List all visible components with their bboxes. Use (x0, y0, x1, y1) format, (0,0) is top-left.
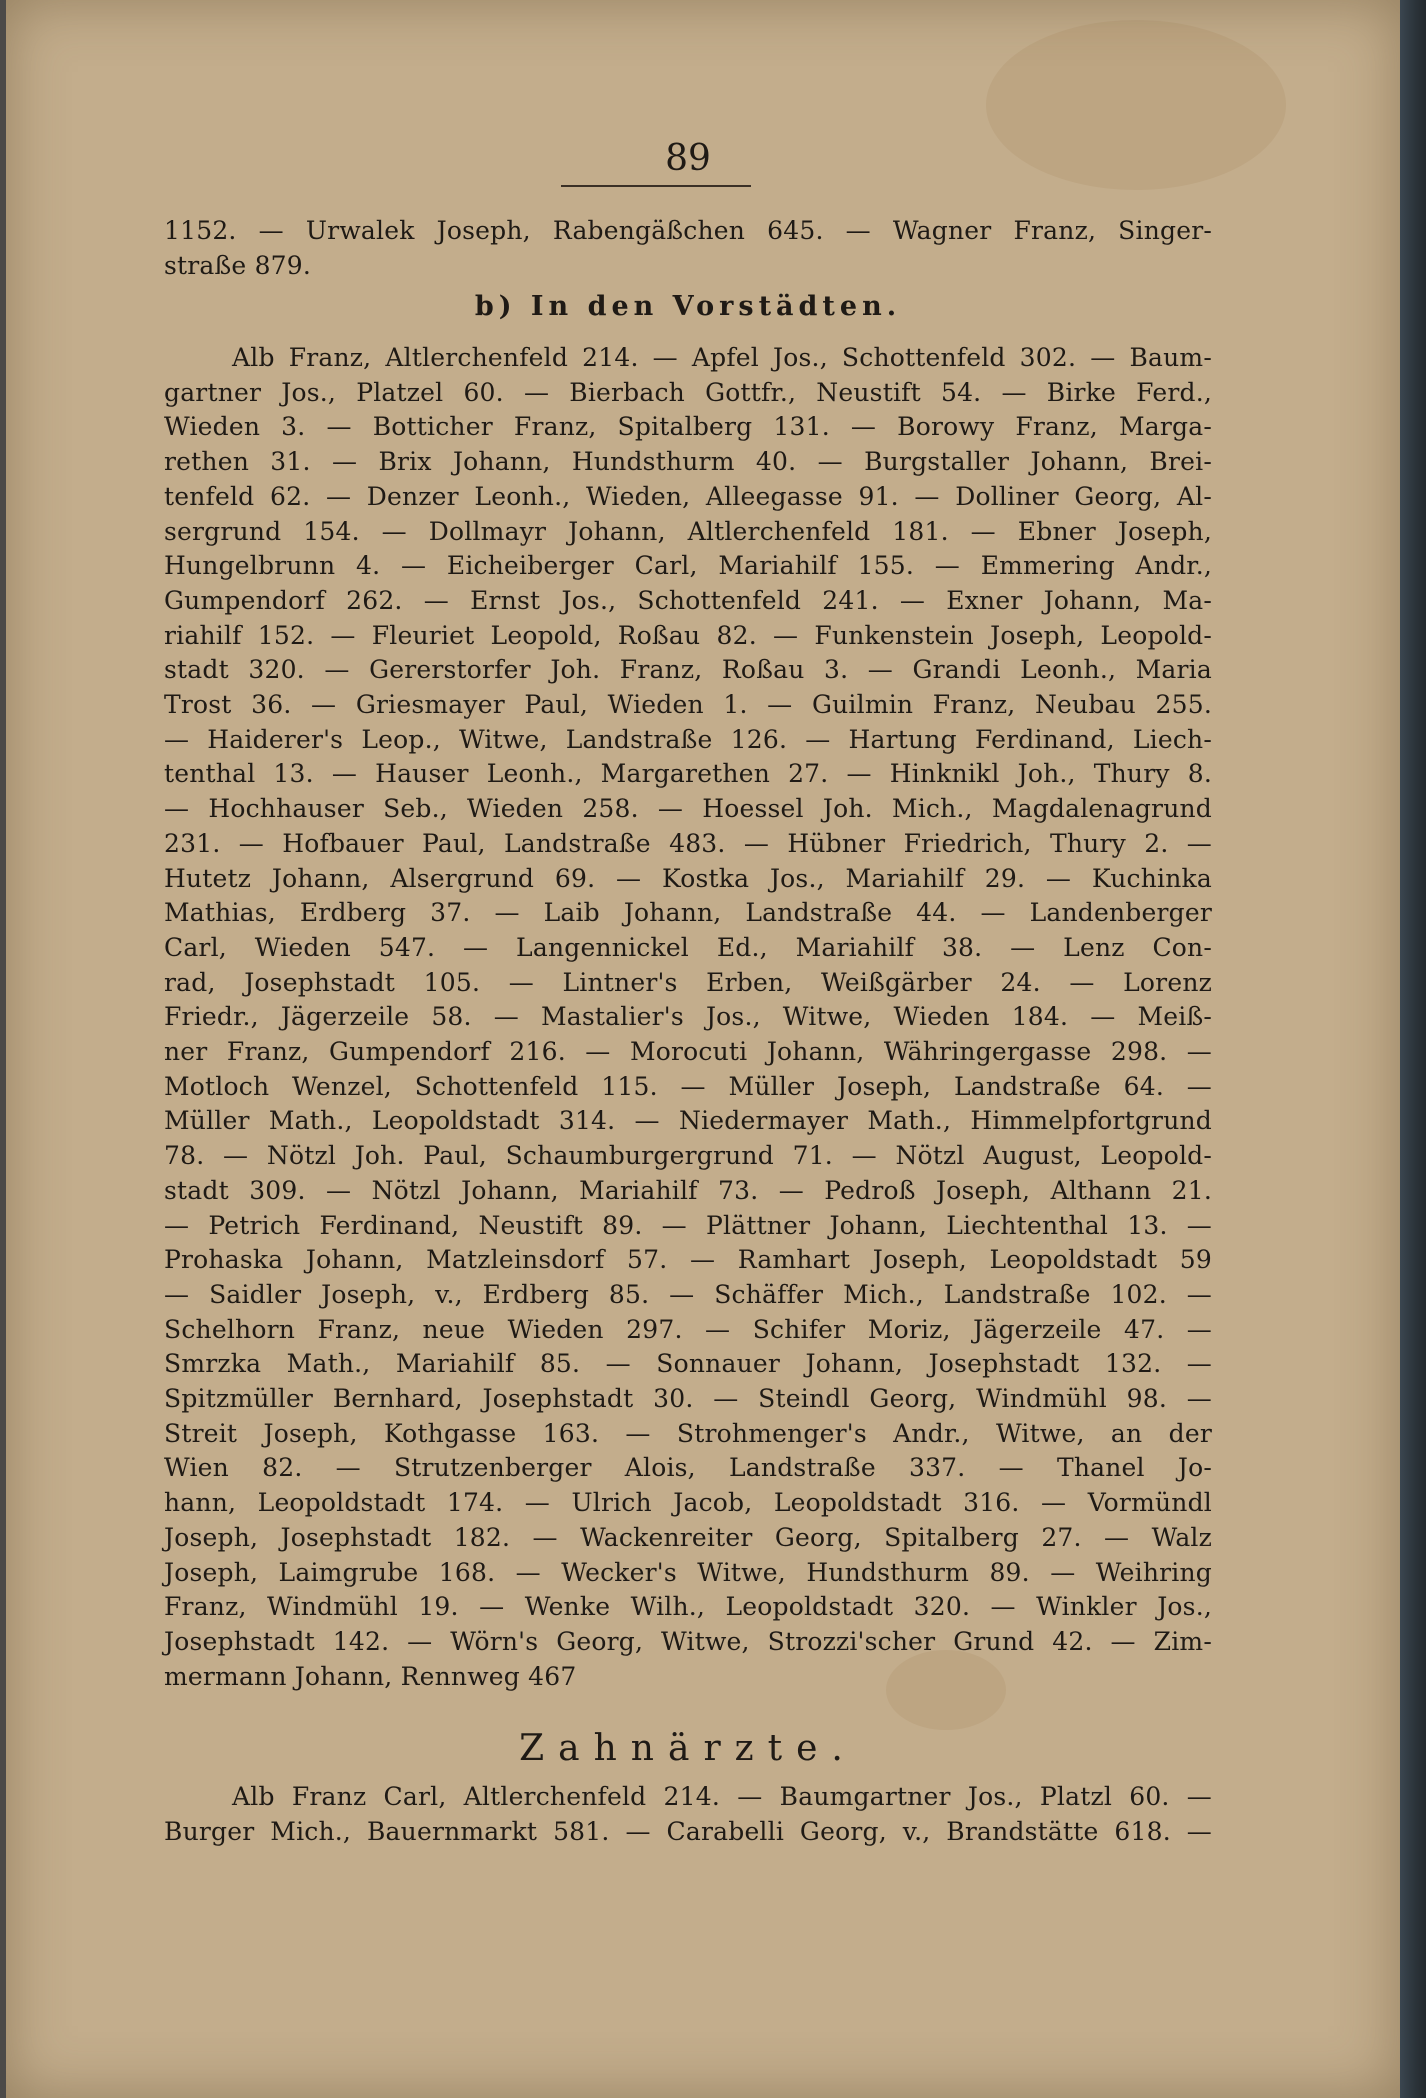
text-line: rethen 31. — Brix Johann, Hundsthurm 40. — Burgstaller Johann, Brei- (164, 447, 1212, 476)
text-line: sergrund 154. — Dollmayr Johann, Altlerchenfeld 181. — Ebner Joseph, (164, 517, 1212, 546)
header-rule (561, 185, 751, 187)
text-line: stadt 320. — Gererstorfer Joh. Franz, Roßau 3. — Grandi Leonh., Maria (164, 655, 1212, 684)
text-line: Trost 36. — Griesmayer Paul, Wieden 1. — Guilmin Franz, Neubau 255. (164, 690, 1212, 719)
text-line: — Hochhauser Seb., Wieden 258. — Hoessel Joh. Mich., Magdalenagrund (164, 794, 1212, 823)
text-line: Motloch Wenzel, Schottenfeld 115. — Müller Joseph, Landstraße 64. — (164, 1072, 1212, 1101)
text-line: tenthal 13. — Hauser Leonh., Margarethen 27. — Hinknikl Joh., Thury 8. (164, 759, 1212, 788)
text-line: Franz, Windmühl 19. — Wenke Wilh., Leopoldstadt 320. — Winkler Jos., (164, 1592, 1212, 1621)
text-line: rad, Josephstadt 105. — Lintner's Erben, Weißgärber 24. — Lorenz (164, 968, 1212, 997)
text-line: Carl, Wieden 547. — Langennickel Ed., Mariahilf 38. — Lenz Con- (164, 933, 1212, 962)
text-line: Alb Franz, Altlerchenfeld 214. — Apfel Jos., Schottenfeld 302. — Baum- (232, 343, 1212, 372)
text-line: Friedr., Jägerzeile 58. — Mastalier's Jos., Witwe, Wieden 184. — Meiß- (164, 1002, 1212, 1031)
text-line: Streit Joseph, Kothgasse 163. — Strohmenger's Andr., Witwe, an der (164, 1419, 1212, 1448)
book-cover-edge (1400, 0, 1426, 2098)
text-line: riahilf 152. — Fleuriet Leopold, Roßau 82. — Funkenstein Joseph, Leopold- (164, 621, 1212, 650)
text-line: Müller Math., Leopoldstadt 314. — Niedermayer Math., Himmelpfortgrund (164, 1106, 1212, 1135)
text-line: 78. — Nötzl Joh. Paul, Schaumburgergrund 71. — Nötzl August, Leopold- (164, 1141, 1212, 1170)
text-line: Joseph, Josephstadt 182. — Wackenreiter Georg, Spitalberg 27. — Walz (164, 1523, 1212, 1552)
text-line: Josephstadt 142. — Wörn's Georg, Witwe, Strozzi'scher Grund 42. — Zim- (164, 1627, 1212, 1656)
section-heading: Zahnärzte. (519, 1728, 857, 1769)
text-line: gartner Jos., Platzel 60. — Bierbach Gottfr., Neustift 54. — Birke Ferd., (164, 378, 1212, 407)
text-line: Spitzmüller Bernhard, Josephstadt 30. — Steindl Georg, Windmühl 98. — (164, 1384, 1212, 1413)
text-line: Mathias, Erdberg 37. — Laib Johann, Landstraße 44. — Landenberger (164, 898, 1212, 927)
text-line: straße 879. (164, 251, 312, 280)
text-line: ner Franz, Gumpendorf 216. — Morocuti Johann, Währingergasse 298. — (164, 1037, 1212, 1066)
text-line: Burger Mich., Bauernmarkt 581. — Carabelli Georg, v., Brandstätte 618. — (164, 1817, 1212, 1846)
text-line: 1152. — Urwalek Joseph, Rabengäßchen 645. — Wagner Franz, Singer- (164, 216, 1212, 245)
text-line: Schelhorn Franz, neue Wieden 297. — Schifer Moriz, Jägerzeile 47. — (164, 1315, 1212, 1344)
text-line: — Petrich Ferdinand, Neustift 89. — Plättner Johann, Liechtenthal 13. — (164, 1211, 1212, 1240)
text-line: tenfeld 62. — Denzer Leonh., Wieden, Alleegasse 91. — Dolliner Georg, Al- (164, 482, 1212, 511)
text-line: Wieden 3. — Botticher Franz, Spitalberg 131. — Borowy Franz, Marga- (164, 412, 1212, 441)
text-line: — Haiderer's Leop., Witwe, Landstraße 126. — Hartung Ferdinand, Liech- (164, 725, 1212, 754)
text-line: Wien 82. — Strutzenberger Alois, Landstraße 337. — Thanel Jo- (164, 1453, 1212, 1482)
text-line: Alb Franz Carl, Altlerchenfeld 214. — Baumgartner Jos., Platzl 60. — (232, 1782, 1212, 1811)
section-heading: b) In den Vorstädten. (474, 291, 902, 322)
text-line: stadt 309. — Nötzl Johann, Mariahilf 73. — Pedroß Joseph, Althann 21. (164, 1176, 1212, 1205)
text-line: 231. — Hofbauer Paul, Landstraße 483. — Hübner Friedrich, Thury 2. — (164, 829, 1212, 858)
page-number: 89 (665, 138, 711, 179)
text-line: hann, Leopoldstadt 174. — Ulrich Jacob, Leopoldstadt 316. — Vormündl (164, 1488, 1212, 1517)
text-line: Hungelbrunn 4. — Eicheiberger Carl, Mariahilf 155. — Emmering Andr., (164, 551, 1212, 580)
text-line: mermann Johann, Rennweg 467 (164, 1662, 577, 1691)
text-line: Gumpendorf 262. — Ernst Jos., Schottenfeld 241. — Exner Johann, Ma- (164, 586, 1212, 615)
text-line: Prohaska Johann, Matzleinsdorf 57. — Ramhart Joseph, Leopoldstadt 59 (164, 1245, 1212, 1274)
text-line: Smrzka Math., Mariahilf 85. — Sonnauer Johann, Josephstadt 132. — (164, 1349, 1212, 1378)
text-line: Hutetz Johann, Alsergrund 69. — Kostka Jos., Mariahilf 29. — Kuchinka (164, 864, 1212, 893)
text-line: — Saidler Joseph, v., Erdberg 85. — Schäffer Mich., Landstraße 102. — (164, 1280, 1212, 1309)
text-line: Joseph, Laimgrube 168. — Wecker's Witwe, Hundsthurm 89. — Weihring (164, 1558, 1212, 1587)
